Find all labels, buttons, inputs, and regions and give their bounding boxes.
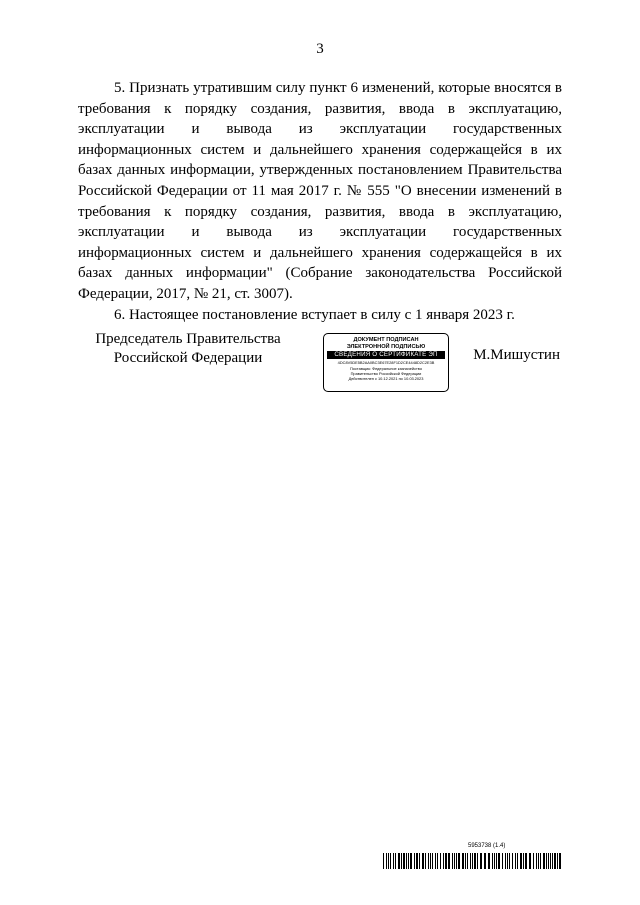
stamp-serial: 4DC8V5DE5B2AA0BC3E67E28F1D2CE4448D2C2E3B	[337, 360, 435, 366]
barcode-bar	[470, 853, 471, 869]
barcode-bar	[517, 853, 518, 869]
signatory-name: М.Мишустин	[473, 347, 560, 363]
barcode-image	[383, 853, 561, 869]
barcode-bar	[505, 853, 506, 869]
barcode-bar	[401, 853, 402, 869]
barcode-bar	[554, 853, 556, 869]
barcode-bar	[474, 853, 476, 869]
barcode-bar	[414, 853, 415, 869]
stamp-owner: Правительство Российской Федерации	[350, 371, 422, 376]
barcode-bar	[386, 853, 387, 869]
barcode-bar	[435, 853, 436, 869]
paragraph-6: 6. Настоящее постановление вступает в силу с 1 января 2023 г.	[114, 306, 515, 323]
barcode-bar	[496, 853, 497, 869]
barcode-bar	[488, 853, 490, 869]
stamp-validity: Действителен с 10.12.2021 по 10.03.2023	[348, 376, 424, 382]
barcode-bar	[559, 853, 561, 869]
barcode-bar	[540, 853, 541, 869]
barcode-bar	[416, 853, 418, 869]
barcode-bar	[525, 853, 527, 869]
barcode-bar	[440, 853, 441, 869]
barcode-bar	[388, 853, 389, 869]
barcode-bar	[480, 853, 482, 869]
barcode-bar	[408, 853, 409, 869]
barcode-id: 5953738 (1.4)	[468, 843, 506, 849]
stamp-line1: ДОКУМЕНТ ПОДПИСАН	[353, 337, 419, 343]
barcode-bar	[465, 853, 466, 869]
barcode-bar	[536, 853, 537, 869]
barcode-bar	[462, 853, 464, 869]
barcode-bar	[520, 853, 522, 869]
stamp-line2: ЭЛЕКТРОННОЙ ПОДПИСЬЮ	[346, 343, 426, 350]
barcode-bar	[458, 853, 460, 869]
barcode-bar	[393, 853, 394, 869]
barcode-bar	[546, 853, 547, 869]
barcode-bar	[533, 853, 534, 869]
stamp-issuer: Поставщик: Федеральное казначейство	[350, 365, 422, 371]
barcode-bar	[432, 853, 433, 869]
barcode-bar	[467, 853, 468, 869]
barcode-bar	[507, 853, 508, 869]
barcode-bar	[538, 853, 539, 869]
barcode-bar	[395, 853, 396, 869]
signatory-position	[78, 330, 298, 368]
barcode-bar	[484, 853, 486, 869]
barcode-bar	[502, 853, 503, 869]
barcode-bar	[472, 853, 473, 869]
page-number: 3	[316, 41, 324, 57]
barcode-bar	[452, 853, 453, 869]
barcode-bar	[448, 853, 450, 869]
barcode-bar	[410, 853, 412, 869]
barcode-bar	[422, 853, 424, 869]
barcode-bar	[425, 853, 426, 869]
barcode-bar	[498, 853, 500, 869]
barcode-bar	[494, 853, 495, 869]
electronic-signature-stamp	[323, 333, 449, 392]
barcode-bar	[443, 853, 444, 869]
paragraph-5: 5. Признать утратившим силу пункт 6 изменений, которые вносятся в требования к порядку создания, развития, ввода в эксплуатацию, эксплуатации и вывода из эксплуатации государственных информационных систем и дальнейшего хранения содержащейся в их базах данных информации, утвержденных постановлением Правительства Российской Федерации от 11 мая 2017 г. № 555 "О внесении изменений в требования к порядку создания, развития, ввода в эксплуатацию, эксплуатации и вывода из эксплуатации государственных информационных систем и дальнейшего хранения содержащейся в их базах данных информации" (Собрание законодательства Российской Федерации, 2017, № 21, ст. 3007).	[78, 80, 562, 302]
barcode-bar	[437, 853, 438, 869]
barcode-bar	[390, 853, 391, 869]
signatory-position-line2: Российской Федерации	[113, 350, 263, 366]
barcode-bar	[406, 853, 407, 869]
document-body	[78, 78, 562, 325]
barcode-bar	[512, 853, 513, 869]
barcode-bar	[543, 853, 545, 869]
barcode-bar	[509, 853, 510, 869]
barcode-bar	[557, 853, 558, 869]
barcode-bar	[454, 853, 455, 869]
barcode-bar	[515, 853, 516, 869]
barcode-bar	[419, 853, 420, 869]
barcode-bar	[552, 853, 553, 869]
stamp-certificate-bar: СВЕДЕНИЯ О СЕРТИФИКАТЕ ЭП	[327, 351, 445, 359]
barcode-bar	[430, 853, 431, 869]
barcode-bar	[550, 853, 551, 869]
barcode-bar	[403, 853, 405, 869]
barcode-bar	[456, 853, 457, 869]
barcode-bar	[445, 853, 447, 869]
barcode-bar	[492, 853, 493, 869]
signatory-position-line1: Председатель Правительства	[95, 331, 281, 347]
barcode-bar	[523, 853, 524, 869]
barcode-bar	[428, 853, 429, 869]
barcode-bar	[529, 853, 531, 869]
barcode-bar	[477, 853, 478, 869]
barcode-bar	[398, 853, 400, 869]
barcode-bar	[383, 853, 384, 869]
barcode-bar	[548, 853, 549, 869]
